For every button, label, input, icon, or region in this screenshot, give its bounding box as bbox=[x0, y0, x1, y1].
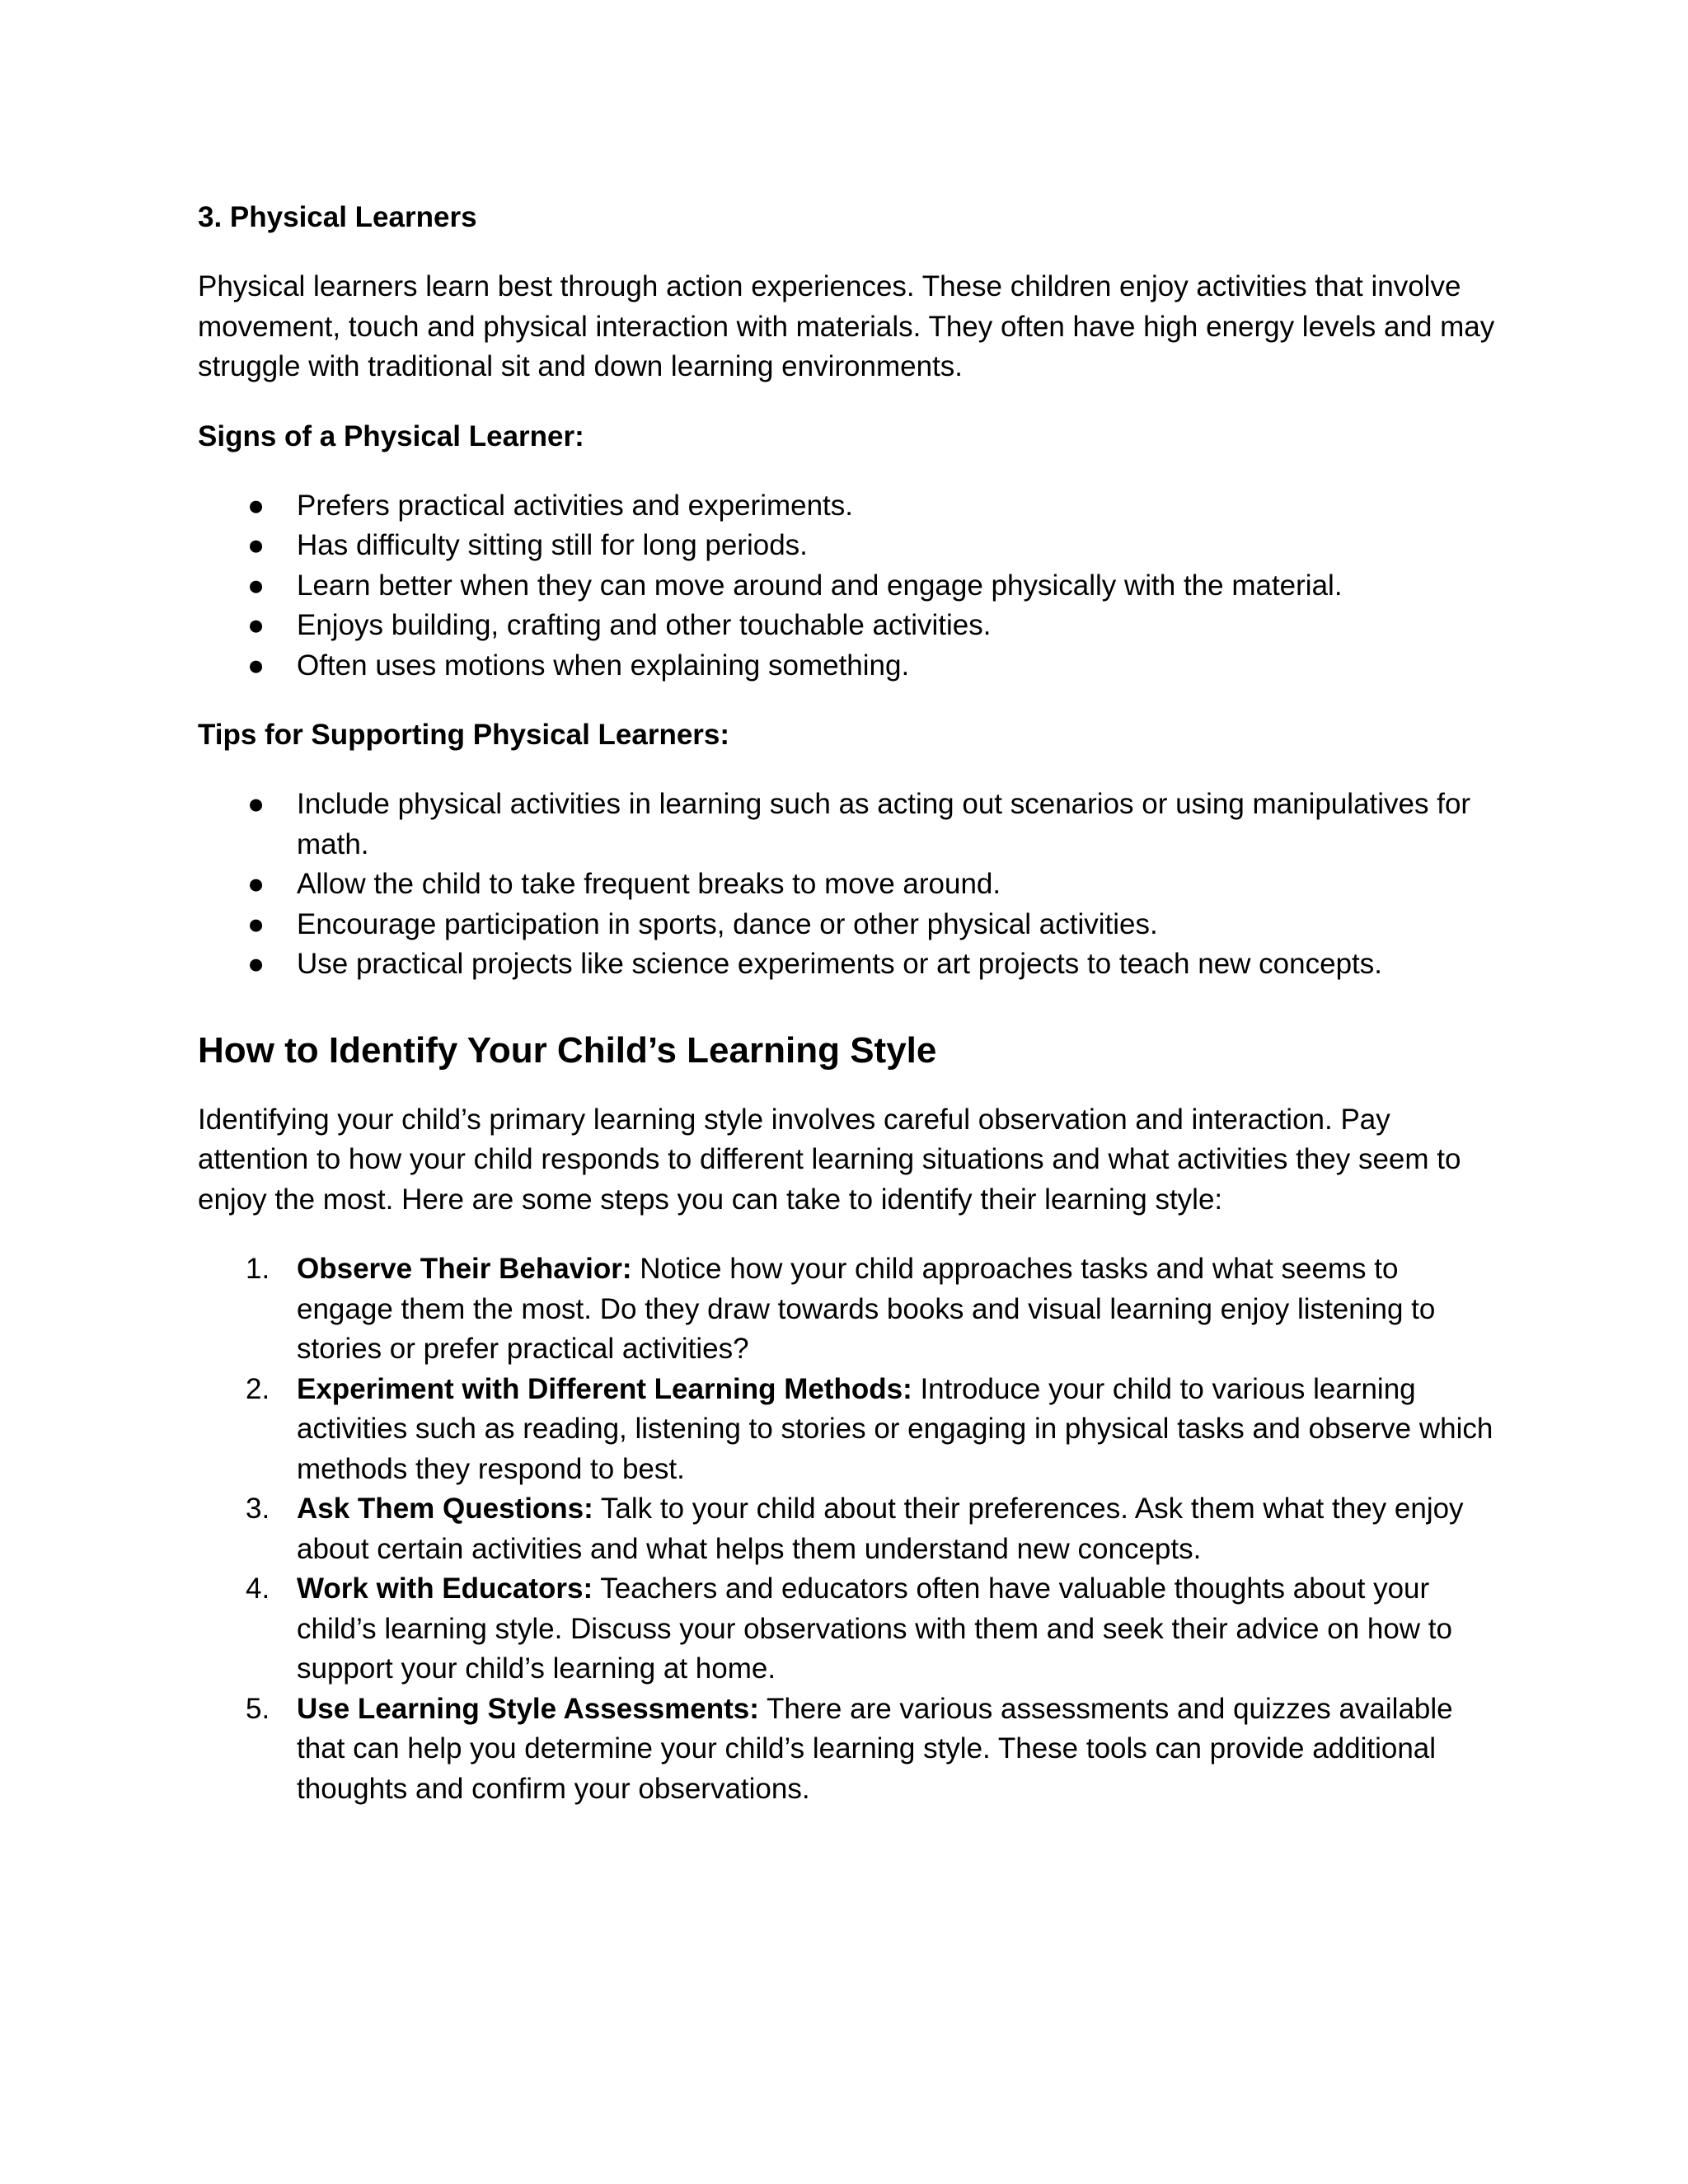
list-item bbox=[198, 1569, 1500, 1690]
bullet-icon: ● bbox=[247, 529, 265, 561]
bullet-icon: ● bbox=[247, 868, 265, 900]
tips-heading: Tips for Supporting Physical Learners: bbox=[198, 719, 730, 751]
bullet-icon: ● bbox=[247, 907, 265, 940]
list-item-text: Has difficulty sitting still for long periods. bbox=[297, 529, 808, 561]
bullet-icon: ● bbox=[247, 489, 265, 522]
list-item bbox=[198, 944, 1500, 985]
list-item-text: Often uses motions when explaining something. bbox=[297, 649, 910, 682]
step-text: There are various assessments and quizzes available that can help you determine your child’s learning style. These tools can provide additional thoughts and confirm your observations. bbox=[297, 1692, 1453, 1805]
step-title: Experiment with Different Learning Methods: bbox=[297, 1372, 912, 1405]
list-item bbox=[198, 785, 1500, 865]
list-item bbox=[198, 905, 1500, 945]
list-item bbox=[198, 486, 1500, 527]
physical-learners-intro: Physical learners learn best through action experiences. These children enjoy activities that involve movement, touch and physical interaction with materials. They often have high energy levels and may struggle with traditional sit and down learning environments. bbox=[198, 270, 1495, 382]
bullet-icon: ● bbox=[247, 569, 265, 602]
step-number: 2. bbox=[246, 1372, 270, 1405]
list-item bbox=[198, 1690, 1500, 1810]
step-number: 3. bbox=[246, 1493, 270, 1525]
step-title: Use Learning Style Assessments: bbox=[297, 1692, 759, 1725]
list-item-text: Prefers practical activities and experiments. bbox=[297, 489, 853, 522]
signs-list bbox=[198, 486, 1500, 687]
list-item bbox=[198, 1489, 1500, 1569]
bullet-icon: ● bbox=[247, 788, 265, 820]
tips-list bbox=[198, 785, 1500, 985]
list-item-text: Allow the child to take frequent breaks to move around. bbox=[297, 868, 1001, 900]
bullet-icon: ● bbox=[247, 948, 265, 980]
step-text: Introduce your child to various learning activities such as reading, listening to stories or engaging in physical tasks and observe which methods they respond to best. bbox=[297, 1372, 1493, 1485]
list-item-text: Encourage participation in sports, dance or other physical activities. bbox=[297, 907, 1158, 940]
step-title: Observe Their Behavior: bbox=[297, 1253, 632, 1285]
step-text: Teachers and educators often have valuable thoughts about your child’s learning style. Discuss your observations with them and seek their advice on how to support your child’s learning at home. bbox=[297, 1572, 1452, 1685]
identify-heading: How to Identify Your Child’s Learning Style bbox=[198, 1029, 937, 1071]
step-title: Ask Them Questions: bbox=[297, 1493, 593, 1525]
bullet-icon: ● bbox=[247, 609, 265, 641]
list-item bbox=[198, 646, 1500, 687]
section-heading: 3. Physical Learners bbox=[198, 201, 477, 233]
step-text: Notice how your child approaches tasks and what seems to engage them the most. Do they draw towards books and visual learning enjoy listening to stories or prefer practical activities? bbox=[297, 1253, 1436, 1365]
identify-intro: Identifying your child’s primary learning style involves careful observation and interaction. Pay attention to how your child responds to different learning situations and what activities they seem to enjoy the most. Here are some steps you can take to identify their learning style: bbox=[198, 1103, 1461, 1216]
steps-list bbox=[198, 1249, 1500, 1809]
step-title: Work with Educators: bbox=[297, 1572, 593, 1605]
step-number: 1. bbox=[246, 1253, 270, 1285]
list-item bbox=[198, 1249, 1500, 1370]
signs-heading: Signs of a Physical Learner: bbox=[198, 419, 584, 452]
bullet-icon: ● bbox=[247, 649, 265, 682]
step-number: 5. bbox=[246, 1692, 270, 1725]
list-item-text: Learn better when they can move around and engage physically with the material. bbox=[297, 569, 1343, 602]
list-item-text: Enjoys building, crafting and other touchable activities. bbox=[297, 609, 992, 641]
list-item bbox=[198, 1370, 1500, 1490]
document-page bbox=[198, 198, 1500, 1839]
list-item bbox=[198, 526, 1500, 566]
list-item bbox=[198, 865, 1500, 905]
step-text: Talk to your child about their preferences. Ask them what they enjoy about certain activities and what helps them understand new concepts. bbox=[297, 1493, 1464, 1565]
list-item-text: Use practical projects like science experiments or art projects to teach new concepts. bbox=[297, 948, 1382, 980]
list-item bbox=[198, 606, 1500, 646]
list-item bbox=[198, 566, 1500, 607]
list-item-text: Include physical activities in learning such as acting out scenarios or using manipulatives for math. bbox=[297, 788, 1471, 860]
step-number: 4. bbox=[246, 1572, 270, 1605]
